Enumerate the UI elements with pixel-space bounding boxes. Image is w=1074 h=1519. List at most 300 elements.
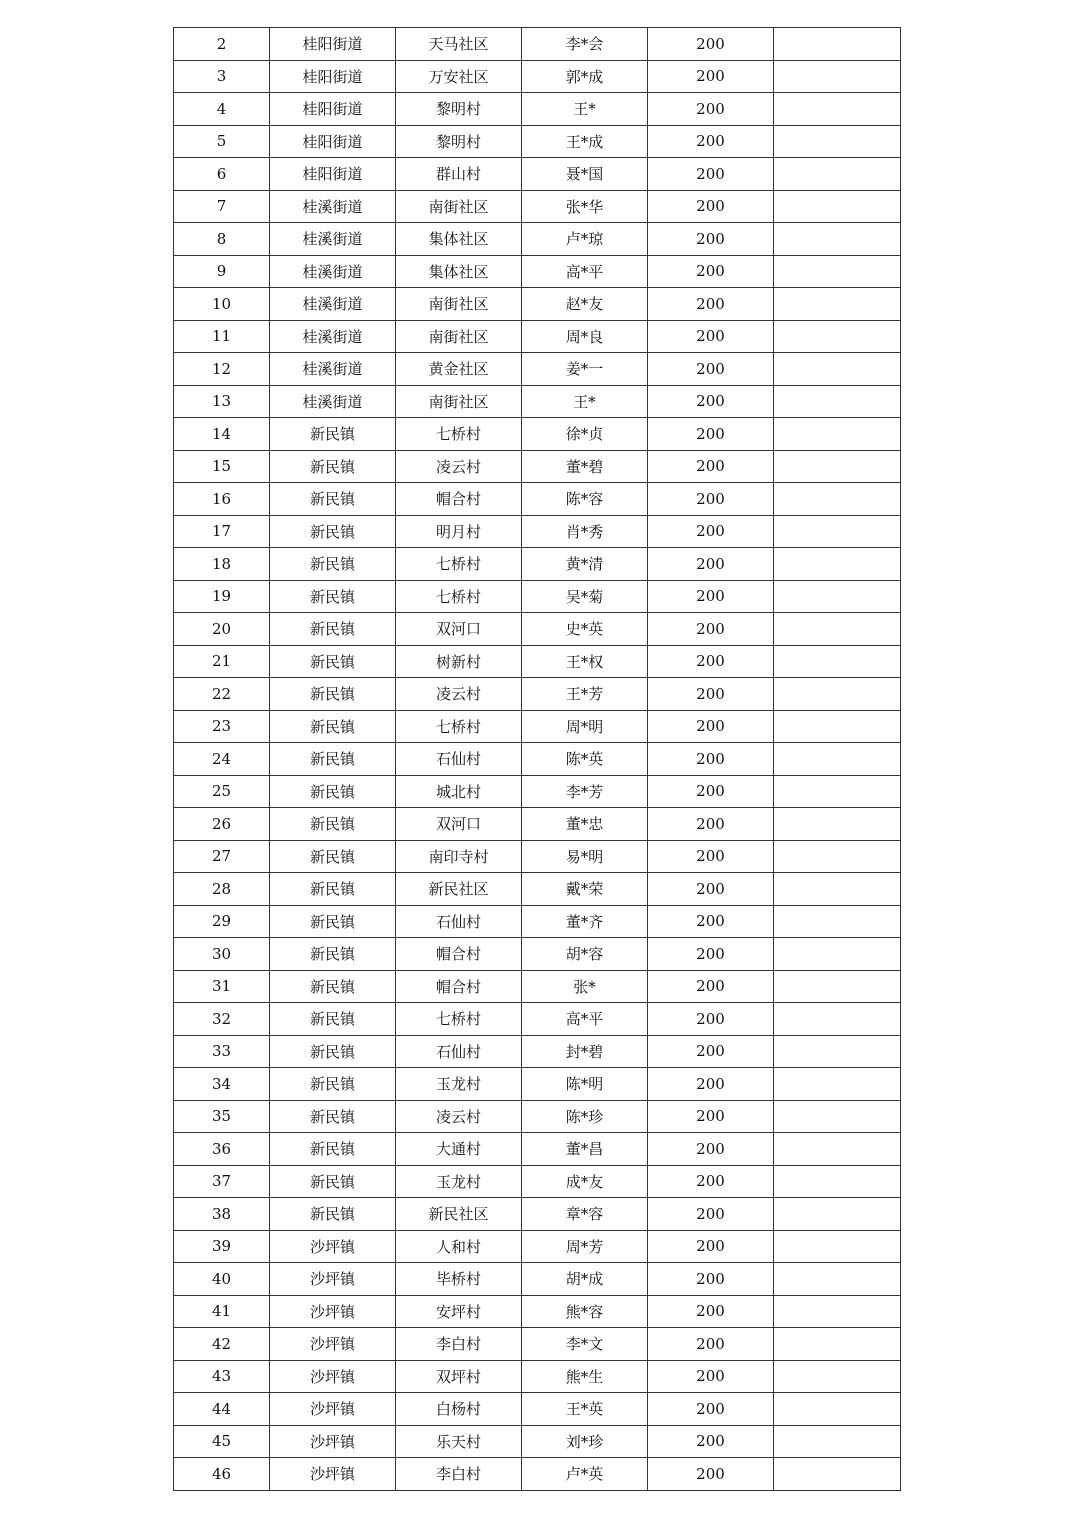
row-number-cell: 29: [174, 905, 270, 938]
community-village-cell: 新民社区: [396, 1198, 522, 1231]
street-town-cell: 沙坪镇: [270, 1425, 396, 1458]
table-row: [174, 385, 901, 418]
remark-cell: [774, 840, 901, 873]
amount-cell: 200: [648, 873, 774, 906]
amount-cell: 200: [648, 1230, 774, 1263]
remark-cell: [774, 1035, 901, 1068]
street-town-cell: 新民镇: [270, 840, 396, 873]
street-town-cell: 桂阳街道: [270, 93, 396, 126]
remark-cell: [774, 1263, 901, 1296]
amount-cell: 200: [648, 1133, 774, 1166]
street-town-cell: 新民镇: [270, 678, 396, 711]
street-town-cell: 桂溪街道: [270, 288, 396, 321]
remark-cell: [774, 905, 901, 938]
row-number-cell: 16: [174, 483, 270, 516]
community-village-cell: 人和村: [396, 1230, 522, 1263]
name-cell: 张*: [522, 970, 648, 1003]
name-cell: 吴*菊: [522, 580, 648, 613]
name-cell: 熊*生: [522, 1360, 648, 1393]
name-cell: 王*权: [522, 645, 648, 678]
data-table: [173, 27, 901, 1491]
name-cell: 姜*一: [522, 353, 648, 386]
name-cell: 董*碧: [522, 450, 648, 483]
street-town-cell: 桂溪街道: [270, 320, 396, 353]
row-number-cell: 5: [174, 125, 270, 158]
remark-cell: [774, 353, 901, 386]
street-town-cell: 新民镇: [270, 775, 396, 808]
street-town-cell: 新民镇: [270, 645, 396, 678]
row-number-cell: 13: [174, 385, 270, 418]
street-town-cell: 桂阳街道: [270, 28, 396, 61]
table-row: [174, 1458, 901, 1491]
table-row: [174, 190, 901, 223]
amount-cell: 200: [648, 613, 774, 646]
community-village-cell: 帽合村: [396, 483, 522, 516]
community-village-cell: 集体社区: [396, 255, 522, 288]
community-village-cell: 天马社区: [396, 28, 522, 61]
table-row: [174, 60, 901, 93]
remark-cell: [774, 548, 901, 581]
table-row: [174, 1198, 901, 1231]
name-cell: 刘*珍: [522, 1425, 648, 1458]
name-cell: 李*文: [522, 1328, 648, 1361]
community-village-cell: 石仙村: [396, 905, 522, 938]
name-cell: 易*明: [522, 840, 648, 873]
street-town-cell: 桂溪街道: [270, 255, 396, 288]
remark-cell: [774, 775, 901, 808]
remark-cell: [774, 1230, 901, 1263]
community-village-cell: 南街社区: [396, 385, 522, 418]
table-row: [174, 905, 901, 938]
street-town-cell: 桂溪街道: [270, 353, 396, 386]
table-row: [174, 1425, 901, 1458]
street-town-cell: 新民镇: [270, 450, 396, 483]
row-number-cell: 27: [174, 840, 270, 873]
remark-cell: [774, 743, 901, 776]
row-number-cell: 8: [174, 223, 270, 256]
name-cell: 周*芳: [522, 1230, 648, 1263]
table-row: [174, 1393, 901, 1426]
street-town-cell: 新民镇: [270, 905, 396, 938]
amount-cell: 200: [648, 1295, 774, 1328]
name-cell: 周*明: [522, 710, 648, 743]
amount-cell: 200: [648, 93, 774, 126]
remark-cell: [774, 190, 901, 223]
row-number-cell: 32: [174, 1003, 270, 1036]
name-cell: 陈*容: [522, 483, 648, 516]
community-village-cell: 大通村: [396, 1133, 522, 1166]
street-town-cell: 新民镇: [270, 483, 396, 516]
name-cell: 董*忠: [522, 808, 648, 841]
row-number-cell: 9: [174, 255, 270, 288]
name-cell: 李*芳: [522, 775, 648, 808]
street-town-cell: 桂溪街道: [270, 190, 396, 223]
row-number-cell: 21: [174, 645, 270, 678]
row-number-cell: 4: [174, 93, 270, 126]
community-village-cell: 玉龙村: [396, 1068, 522, 1101]
community-village-cell: 石仙村: [396, 1035, 522, 1068]
community-village-cell: 城北村: [396, 775, 522, 808]
amount-cell: 200: [648, 1458, 774, 1491]
community-village-cell: 安坪村: [396, 1295, 522, 1328]
table-row: [174, 1230, 901, 1263]
amount-cell: 200: [648, 678, 774, 711]
name-cell: 戴*荣: [522, 873, 648, 906]
amount-cell: 200: [648, 515, 774, 548]
table-row: [174, 515, 901, 548]
amount-cell: 200: [648, 1068, 774, 1101]
amount-cell: 200: [648, 418, 774, 451]
amount-cell: 200: [648, 190, 774, 223]
name-cell: 王*: [522, 385, 648, 418]
table-row: [174, 28, 901, 61]
community-village-cell: 七桥村: [396, 548, 522, 581]
table-row: [174, 678, 901, 711]
remark-cell: [774, 580, 901, 613]
community-village-cell: 七桥村: [396, 1003, 522, 1036]
amount-cell: 200: [648, 288, 774, 321]
remark-cell: [774, 1198, 901, 1231]
community-village-cell: 乐天村: [396, 1425, 522, 1458]
row-number-cell: 26: [174, 808, 270, 841]
row-number-cell: 19: [174, 580, 270, 613]
street-town-cell: 新民镇: [270, 515, 396, 548]
community-village-cell: 黄金社区: [396, 353, 522, 386]
community-village-cell: 双河口: [396, 808, 522, 841]
table-row: [174, 1165, 901, 1198]
community-village-cell: 南街社区: [396, 288, 522, 321]
amount-cell: 200: [648, 580, 774, 613]
remark-cell: [774, 710, 901, 743]
remark-cell: [774, 1003, 901, 1036]
amount-cell: 200: [648, 450, 774, 483]
amount-cell: 200: [648, 938, 774, 971]
community-village-cell: 万安社区: [396, 60, 522, 93]
row-number-cell: 46: [174, 1458, 270, 1491]
community-village-cell: 明月村: [396, 515, 522, 548]
table-row: [174, 873, 901, 906]
street-town-cell: 新民镇: [270, 1133, 396, 1166]
table-row: [174, 808, 901, 841]
remark-cell: [774, 1393, 901, 1426]
street-town-cell: 新民镇: [270, 710, 396, 743]
row-number-cell: 17: [174, 515, 270, 548]
street-town-cell: 新民镇: [270, 1165, 396, 1198]
community-village-cell: 南街社区: [396, 320, 522, 353]
street-town-cell: 沙坪镇: [270, 1458, 396, 1491]
name-cell: 张*华: [522, 190, 648, 223]
table-row: [174, 645, 901, 678]
remark-cell: [774, 1360, 901, 1393]
street-town-cell: 新民镇: [270, 418, 396, 451]
community-village-cell: 黎明村: [396, 125, 522, 158]
community-village-cell: 新民社区: [396, 873, 522, 906]
table-row: [174, 580, 901, 613]
row-number-cell: 42: [174, 1328, 270, 1361]
remark-cell: [774, 1295, 901, 1328]
table-row: [174, 93, 901, 126]
community-village-cell: 黎明村: [396, 93, 522, 126]
street-town-cell: 沙坪镇: [270, 1263, 396, 1296]
street-town-cell: 沙坪镇: [270, 1328, 396, 1361]
amount-cell: 200: [648, 808, 774, 841]
remark-cell: [774, 255, 901, 288]
name-cell: 卢*琼: [522, 223, 648, 256]
street-town-cell: 新民镇: [270, 1100, 396, 1133]
street-town-cell: 新民镇: [270, 873, 396, 906]
row-number-cell: 34: [174, 1068, 270, 1101]
community-village-cell: 玉龙村: [396, 1165, 522, 1198]
name-cell: 董*昌: [522, 1133, 648, 1166]
remark-cell: [774, 1133, 901, 1166]
amount-cell: 200: [648, 775, 774, 808]
remark-cell: [774, 483, 901, 516]
community-village-cell: 帽合村: [396, 970, 522, 1003]
community-village-cell: 李白村: [396, 1458, 522, 1491]
table-row: [174, 1295, 901, 1328]
name-cell: 高*平: [522, 255, 648, 288]
remark-cell: [774, 93, 901, 126]
amount-cell: 200: [648, 158, 774, 191]
table-row: [174, 1263, 901, 1296]
remark-cell: [774, 125, 901, 158]
community-village-cell: 七桥村: [396, 710, 522, 743]
street-town-cell: 沙坪镇: [270, 1295, 396, 1328]
name-cell: 周*良: [522, 320, 648, 353]
street-town-cell: 桂阳街道: [270, 60, 396, 93]
name-cell: 李*会: [522, 28, 648, 61]
remark-cell: [774, 1068, 901, 1101]
row-number-cell: 15: [174, 450, 270, 483]
row-number-cell: 10: [174, 288, 270, 321]
street-town-cell: 新民镇: [270, 1035, 396, 1068]
name-cell: 董*齐: [522, 905, 648, 938]
community-village-cell: 白杨村: [396, 1393, 522, 1426]
street-town-cell: 新民镇: [270, 1003, 396, 1036]
row-number-cell: 31: [174, 970, 270, 1003]
community-village-cell: 石仙村: [396, 743, 522, 776]
row-number-cell: 20: [174, 613, 270, 646]
street-town-cell: 新民镇: [270, 808, 396, 841]
name-cell: 陈*明: [522, 1068, 648, 1101]
table-row: [174, 255, 901, 288]
amount-cell: 200: [648, 223, 774, 256]
street-town-cell: 新民镇: [270, 970, 396, 1003]
remark-cell: [774, 288, 901, 321]
amount-cell: 200: [648, 1425, 774, 1458]
remark-cell: [774, 873, 901, 906]
row-number-cell: 18: [174, 548, 270, 581]
street-town-cell: 沙坪镇: [270, 1360, 396, 1393]
street-town-cell: 新民镇: [270, 580, 396, 613]
table-row: [174, 125, 901, 158]
community-village-cell: 李白村: [396, 1328, 522, 1361]
community-village-cell: 凌云村: [396, 1100, 522, 1133]
row-number-cell: 24: [174, 743, 270, 776]
name-cell: 胡*容: [522, 938, 648, 971]
name-cell: 章*容: [522, 1198, 648, 1231]
name-cell: 王*: [522, 93, 648, 126]
name-cell: 郭*成: [522, 60, 648, 93]
row-number-cell: 39: [174, 1230, 270, 1263]
remark-cell: [774, 1425, 901, 1458]
street-town-cell: 新民镇: [270, 613, 396, 646]
name-cell: 高*平: [522, 1003, 648, 1036]
amount-cell: 200: [648, 1360, 774, 1393]
row-number-cell: 37: [174, 1165, 270, 1198]
row-number-cell: 33: [174, 1035, 270, 1068]
row-number-cell: 6: [174, 158, 270, 191]
community-village-cell: 集体社区: [396, 223, 522, 256]
remark-cell: [774, 1165, 901, 1198]
table-row: [174, 743, 901, 776]
street-town-cell: 新民镇: [270, 1198, 396, 1231]
remark-cell: [774, 385, 901, 418]
remark-cell: [774, 678, 901, 711]
remark-cell: [774, 1100, 901, 1133]
community-village-cell: 双河口: [396, 613, 522, 646]
table-row: [174, 418, 901, 451]
row-number-cell: 30: [174, 938, 270, 971]
amount-cell: 200: [648, 1035, 774, 1068]
amount-cell: 200: [648, 483, 774, 516]
row-number-cell: 12: [174, 353, 270, 386]
table-row: [174, 970, 901, 1003]
community-village-cell: 凌云村: [396, 678, 522, 711]
amount-cell: 200: [648, 1263, 774, 1296]
remark-cell: [774, 613, 901, 646]
street-town-cell: 桂阳街道: [270, 125, 396, 158]
name-cell: 徐*贞: [522, 418, 648, 451]
table-row: [174, 353, 901, 386]
table-row: [174, 1133, 901, 1166]
remark-cell: [774, 1458, 901, 1491]
row-number-cell: 22: [174, 678, 270, 711]
amount-cell: 200: [648, 125, 774, 158]
name-cell: 成*友: [522, 1165, 648, 1198]
street-town-cell: 桂溪街道: [270, 223, 396, 256]
row-number-cell: 40: [174, 1263, 270, 1296]
street-town-cell: 新民镇: [270, 743, 396, 776]
table-row: [174, 1328, 901, 1361]
row-number-cell: 36: [174, 1133, 270, 1166]
amount-cell: 200: [648, 970, 774, 1003]
community-village-cell: 群山村: [396, 158, 522, 191]
name-cell: 熊*容: [522, 1295, 648, 1328]
amount-cell: 200: [648, 1198, 774, 1231]
community-village-cell: 双坪村: [396, 1360, 522, 1393]
row-number-cell: 23: [174, 710, 270, 743]
name-cell: 陈*英: [522, 743, 648, 776]
remark-cell: [774, 515, 901, 548]
community-village-cell: 南印寺村: [396, 840, 522, 873]
name-cell: 王*英: [522, 1393, 648, 1426]
community-village-cell: 七桥村: [396, 580, 522, 613]
street-town-cell: 桂阳街道: [270, 158, 396, 191]
table-body: [174, 28, 901, 1491]
remark-cell: [774, 1328, 901, 1361]
amount-cell: 200: [648, 28, 774, 61]
amount-cell: 200: [648, 840, 774, 873]
table-row: [174, 938, 901, 971]
remark-cell: [774, 938, 901, 971]
row-number-cell: 28: [174, 873, 270, 906]
name-cell: 封*碧: [522, 1035, 648, 1068]
amount-cell: 200: [648, 1393, 774, 1426]
table-row: [174, 450, 901, 483]
name-cell: 黄*清: [522, 548, 648, 581]
remark-cell: [774, 60, 901, 93]
row-number-cell: 35: [174, 1100, 270, 1133]
remark-cell: [774, 223, 901, 256]
name-cell: 卢*英: [522, 1458, 648, 1491]
community-village-cell: 七桥村: [396, 418, 522, 451]
community-village-cell: 南街社区: [396, 190, 522, 223]
table-row: [174, 1035, 901, 1068]
table-row: [174, 1100, 901, 1133]
remark-cell: [774, 970, 901, 1003]
amount-cell: 200: [648, 1165, 774, 1198]
amount-cell: 200: [648, 905, 774, 938]
amount-cell: 200: [648, 710, 774, 743]
table-row: [174, 613, 901, 646]
table-row: [174, 840, 901, 873]
row-number-cell: 38: [174, 1198, 270, 1231]
amount-cell: 200: [648, 60, 774, 93]
amount-cell: 200: [648, 353, 774, 386]
street-town-cell: 沙坪镇: [270, 1230, 396, 1263]
amount-cell: 200: [648, 1003, 774, 1036]
community-village-cell: 树新村: [396, 645, 522, 678]
name-cell: 肖*秀: [522, 515, 648, 548]
street-town-cell: 桂溪街道: [270, 385, 396, 418]
table-row: [174, 1360, 901, 1393]
community-village-cell: 凌云村: [396, 450, 522, 483]
row-number-cell: 2: [174, 28, 270, 61]
remark-cell: [774, 645, 901, 678]
name-cell: 王*芳: [522, 678, 648, 711]
amount-cell: 200: [648, 548, 774, 581]
name-cell: 史*英: [522, 613, 648, 646]
amount-cell: 200: [648, 1100, 774, 1133]
name-cell: 王*成: [522, 125, 648, 158]
amount-cell: 200: [648, 645, 774, 678]
table-row: [174, 548, 901, 581]
name-cell: 陈*珍: [522, 1100, 648, 1133]
row-number-cell: 25: [174, 775, 270, 808]
row-number-cell: 43: [174, 1360, 270, 1393]
street-town-cell: 新民镇: [270, 548, 396, 581]
remark-cell: [774, 28, 901, 61]
table-row: [174, 223, 901, 256]
street-town-cell: 沙坪镇: [270, 1393, 396, 1426]
name-cell: 胡*成: [522, 1263, 648, 1296]
amount-cell: 200: [648, 385, 774, 418]
remark-cell: [774, 320, 901, 353]
table-row: [174, 775, 901, 808]
table-row: [174, 710, 901, 743]
row-number-cell: 45: [174, 1425, 270, 1458]
remark-cell: [774, 450, 901, 483]
row-number-cell: 14: [174, 418, 270, 451]
row-number-cell: 41: [174, 1295, 270, 1328]
street-town-cell: 新民镇: [270, 938, 396, 971]
amount-cell: 200: [648, 255, 774, 288]
table-row: [174, 288, 901, 321]
amount-cell: 200: [648, 320, 774, 353]
remark-cell: [774, 808, 901, 841]
row-number-cell: 44: [174, 1393, 270, 1426]
